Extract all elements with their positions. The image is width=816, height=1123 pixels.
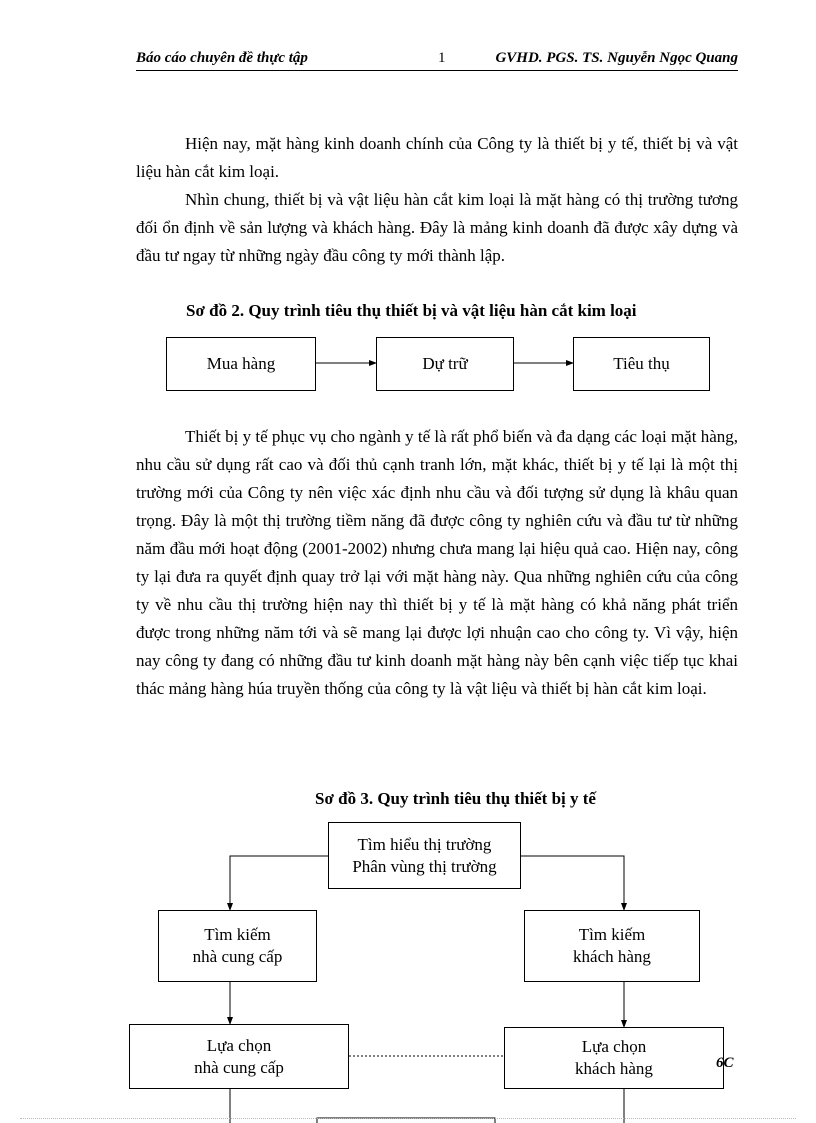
box-select-supplier-line1: Lựa chọn — [206, 1035, 272, 1055]
box-market-research-line1: Tìm hiểu thị trường — [357, 834, 492, 854]
arrow-top-to-left-search — [230, 856, 328, 910]
box-tieu-thu-label: Tiêu thụ — [613, 354, 670, 373]
box-find-supplier-line1: Tìm kiếm — [204, 925, 271, 944]
box-find-customer-line1: Tìm kiếm — [578, 925, 646, 944]
box-du-tru-label: Dự trữ — [422, 354, 468, 373]
paragraph-2: Nhìn chung, thiết bị và vật liệu hàn cắt kim loại là mặt hàng có thị trường tương đối ổn định về sản lượng và khách hàng. Đây là mảng kinh doanh đã được xây dựng và đầu tư ngay từ những ngày đầu công ty mới thành lập. — [136, 190, 738, 265]
box-select-supplier — [129, 1024, 349, 1089]
box-du-tru — [376, 337, 514, 391]
box-find-customer-line2: khách hàng — [573, 947, 651, 966]
arrow-top-to-right-search — [521, 856, 624, 910]
diagram3-caption: Sơ đồ 3. Quy trình tiêu thụ thiết bị y tế — [315, 789, 596, 808]
box-select-supplier-line2: nhà cung cấp — [194, 1057, 284, 1077]
header-title: Báo cáo chuyên đề thực tập — [136, 50, 308, 66]
box-select-customer — [504, 1027, 724, 1089]
footer-rule — [20, 1118, 796, 1119]
box-mua-hang-label: Mua hàng — [206, 354, 276, 373]
box-find-supplier — [158, 910, 317, 982]
box-market-research-line2: Phân vùng thị trường — [352, 856, 497, 876]
header-supervisor: GVHD. PGS. TS. Nguyễn Ngọc Quang — [495, 50, 738, 66]
box-market-research — [328, 822, 521, 889]
class-stamp: 6C — [716, 1055, 734, 1071]
diagram2-caption: Sơ đồ 2. Quy trình tiêu thụ thiết bị và vật liệu hàn cắt kim loại — [186, 301, 637, 320]
box-find-customer — [524, 910, 700, 982]
box-find-supplier-line2: nhà cung cấp — [192, 947, 283, 966]
box-select-customer-line1: Lựa chọn — [581, 1037, 647, 1056]
paragraph-3: Thiết bị y tế phục vụ cho ngành y tế là rất phổ biến và đa dạng các loại mặt hàng, nhu cầu sử dụng rất cao và đối thủ cạnh tranh lớn, mặt khác, thiết bị y tế lại là một thị trường mới của Công ty nên việc xác định nhu cầu và đối tượng sử dụng là khâu quan trọng. Đây là một thị trường tiềm năng đã được công ty nghiên cứu và đầu tư từ những năm đầu mới hoạt động (2001-2002) nhưng chưa mang lại hiệu quả cao. Hiện nay, công ty lại đưa ra quyết định quay trở lại với mặt hàng này. Qua những nghiên cứu của công ty về nhu cầu thị trường hiện nay thì thiết bị y tế là mặt hàng có khả năng phát triển được trong những năm tới và sẽ mang lại được lợi nhuận cao cho công ty. Vì vậy, hiện nay công ty đang có những đầu tư kinh doanh mặt hàng này bên cạnh việc tiếp tục khai thác mảng hàng húa truyền thống của công ty là vật liệu và thiết bị hàn cắt kim loại. — [136, 427, 738, 698]
box-mua-hang — [166, 337, 316, 391]
box-tieu-thu — [573, 337, 710, 391]
box-select-customer-line2: khách hàng — [575, 1059, 653, 1078]
paragraph-1: Hiện nay, mặt hàng kinh doanh chính của Công ty là thiết bị y tế, thiết bị và vật liệu hàn cắt kim loại. — [136, 134, 738, 181]
page-number: 1 — [438, 50, 446, 66]
